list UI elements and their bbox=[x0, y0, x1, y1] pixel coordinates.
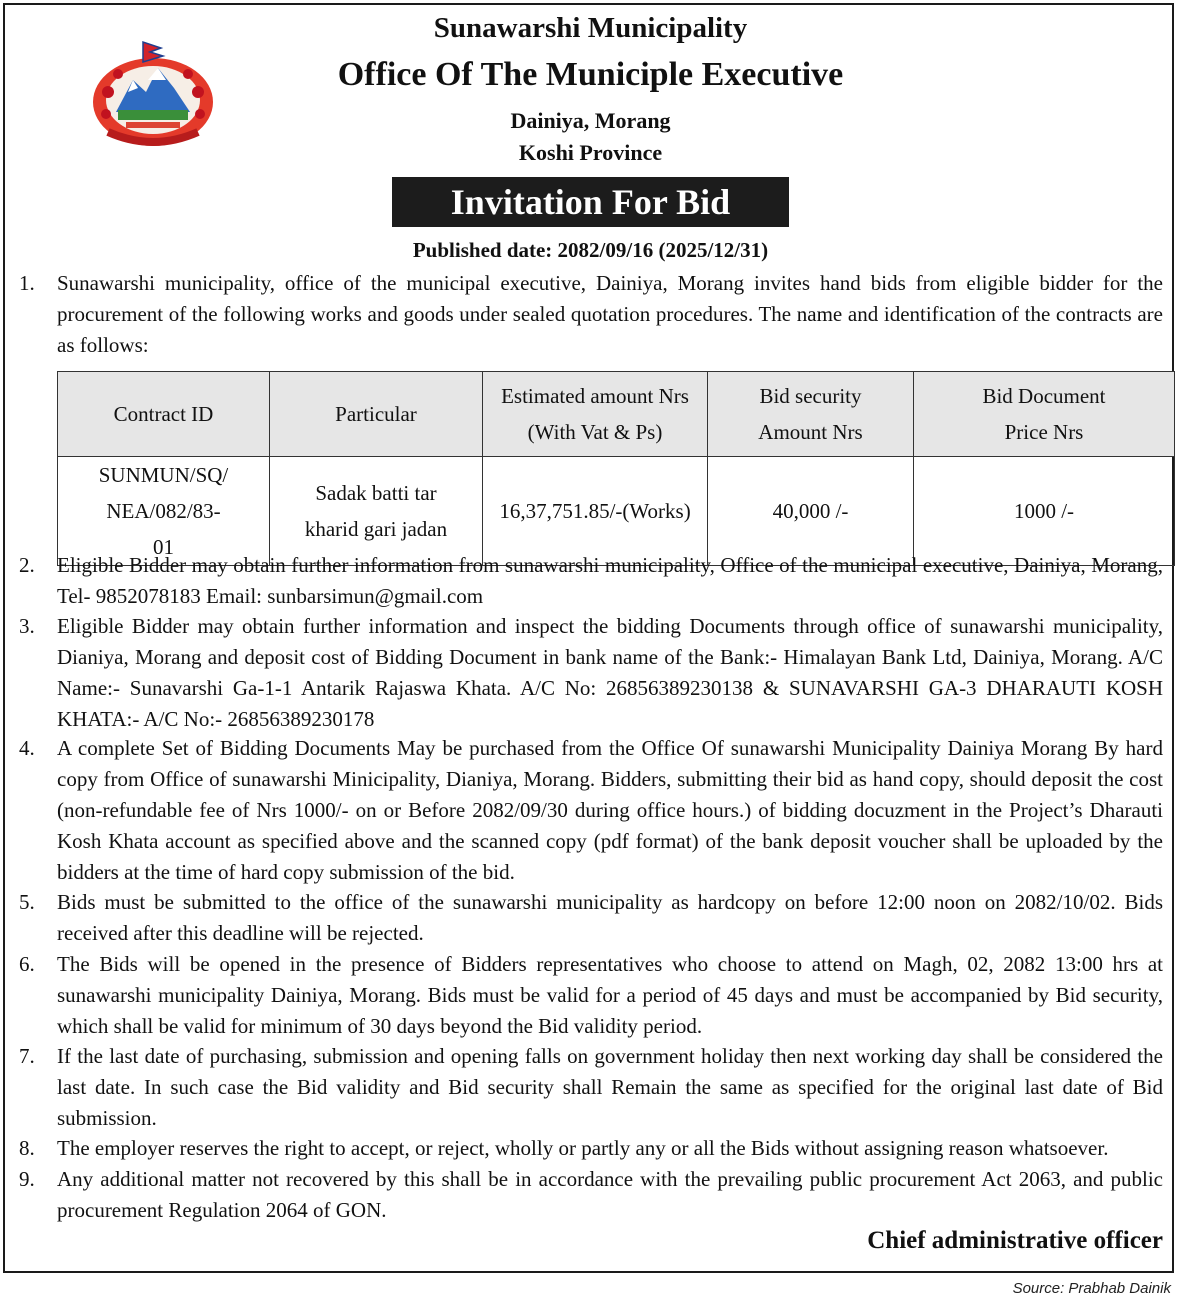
table-header-cell: Particular bbox=[270, 372, 483, 457]
item-text: The employer reserves the right to accept, or reject, wholly or partly any or all the Bids without assigning reason whatsoever. bbox=[57, 1136, 1109, 1160]
item-number: 3. bbox=[19, 614, 35, 638]
table-cell: 1000 /- bbox=[914, 457, 1175, 566]
table-header-cell: Bid security Amount Nrs bbox=[708, 372, 914, 457]
item-number: 9. bbox=[19, 1167, 35, 1191]
province-line: Koshi Province bbox=[518, 140, 663, 165]
item-number: 8. bbox=[19, 1136, 35, 1160]
item-text: Eligible Bidder may obtain further information and inspect the bidding Documents through office of sunawarshi municipality, Dianiya, Morang and deposit cost of Bidding Document in bank name of the Bank:- Himalayan Bank Ltd, Dainiya, Morang. A/C Name:- Sunavarshi Ga-1-1 Antarik Rajaswa Khata. A/C No: 26856389230138 & SUNAVARSHI GA-3 DHARAUTI KOSH KHATA:- A/C No:- 26856389230178 bbox=[57, 614, 1163, 731]
source-credit: Source: Prabhab Dainik bbox=[1012, 1280, 1171, 1297]
item-text: A complete Set of Bidding Documents May be purchased from the Office Of sunawarshi Municipality Dainiya Morang By hard copy from Office of sunawarshi Minicipality, Dianiya, Morang. Bidders, submitting their bid as hand copy, should deposit the cost (non-refundable fee of Nrs 1000/- on or Before 2082/09/30 during office hours.) of bidding docuzment in the Project’s Dharauti Kosh Khata account as specified above and the scanned copy (pdf format) of the bank deposit voucher shall be uploaded by the bidders at the time of hard copy submission of the bid. bbox=[57, 736, 1163, 884]
item-number: 7. bbox=[19, 1044, 35, 1068]
item-number: 5. bbox=[19, 890, 35, 914]
table-header-cell: Estimated amount Nrs (With Vat & Ps) bbox=[483, 372, 708, 457]
list-item bbox=[19, 733, 1163, 888]
table-cell: Sadak batti tar kharid gari jadan bbox=[270, 457, 483, 566]
item-text: The Bids will be opened in the presence of Bidders representatives who choose to attend on Magh, 02, 2082 13:00 hrs at sunawarshi municipality Dainiya, Morang. Bids must be valid for a period of 45 days and must be accompanied by Bid security, which shall be valid for minimum of 30 days beyond the Bid validity period. bbox=[57, 952, 1163, 1038]
list-item bbox=[19, 1133, 1163, 1164]
list-item bbox=[19, 550, 1163, 612]
table-cell: SUNMUN/SQ/ NEA/082/83-01 bbox=[58, 457, 270, 566]
item-text: Sunawarshi municipality, office of the municipal executive, Dainiya, Morang invites hand bids from eligible bidder for the procurement of the following works and goods under sealed quotation procedures. The name and identification of the contracts are as follows: bbox=[57, 271, 1163, 357]
signature-title: Chief administrative officer bbox=[867, 1227, 1163, 1254]
list-item bbox=[19, 949, 1163, 1042]
table-cell: 16,37,751.85/-(Works) bbox=[483, 457, 708, 566]
table-header-cell: Contract ID bbox=[58, 372, 270, 457]
office-title: Office Of The Municiple Executive bbox=[337, 56, 844, 93]
item-text: Any additional matter not recovered by this shall be in accordance with the prevailing public procurement Act 2063, and public procurement Regulation 2064 of GON. bbox=[57, 1167, 1163, 1222]
item-number: 1. bbox=[19, 271, 35, 295]
list-item bbox=[19, 268, 1163, 361]
item-text: Eligible Bidder may obtain further information from sunawarshi municipality, Office of the municipal executive, Dainiya, Morang, Tel- 9852078183 Email: sunbarsimun@gmail.com bbox=[57, 553, 1163, 608]
list-item bbox=[19, 1041, 1163, 1134]
invitation-banner: Invitation For Bid bbox=[392, 177, 789, 227]
table-header-row bbox=[58, 372, 1175, 457]
list-item bbox=[19, 1164, 1163, 1226]
item-text: Bids must be submitted to the office of the sunawarshi municipality as hardcopy on before 12:00 noon on 2082/10/02. Bids received after this deadline will be rejected. bbox=[57, 890, 1163, 945]
item-number: 4. bbox=[19, 736, 35, 760]
location-line: Dainiya, Morang bbox=[510, 108, 671, 133]
contracts-table bbox=[57, 371, 1175, 566]
published-date: Published date: 2082/09/16 (2025/12/31) bbox=[412, 238, 769, 262]
table-cell: 40,000 /- bbox=[708, 457, 914, 566]
list-item bbox=[19, 611, 1163, 735]
item-text: If the last date of purchasing, submission and opening falls on government holiday then next working day shall be considered the last date. In such case the Bid validity and Bid security shall Remain the same as specified for the original last date of Bid submission. bbox=[57, 1044, 1163, 1130]
municipality-title: Sunawarshi Municipality bbox=[433, 12, 748, 44]
list-item bbox=[19, 887, 1163, 949]
item-number: 2. bbox=[19, 553, 35, 577]
table-header-cell: Bid Document Price Nrs bbox=[914, 372, 1175, 457]
item-number: 6. bbox=[19, 952, 35, 976]
